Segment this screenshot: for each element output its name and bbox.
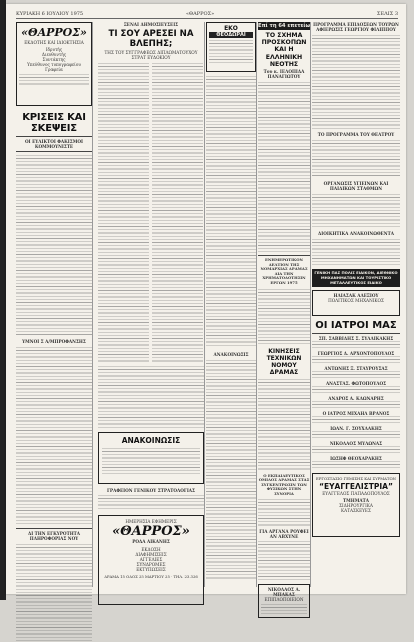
doctor-info bbox=[312, 356, 400, 364]
ad-line: ΑΓΓΕΛΙΕΣ bbox=[139, 557, 163, 562]
article-headline: ΤΟ ΣΧΗΜΑ ΠΡΟΣΚΟΠΩΝ ΚΑΙ Η ΕΛΛΗΝΙΚΗ ΝΕΟΤΗΣ bbox=[261, 32, 307, 68]
advert-box bbox=[258, 584, 310, 618]
doctor-info bbox=[312, 431, 400, 439]
advert-body bbox=[261, 604, 307, 614]
article-subtitle: ΣΤΡΑΤ ΕΥΔΟΚΙΟΥ bbox=[131, 55, 171, 60]
article-body bbox=[258, 499, 310, 527]
article-title: ΟΡΓΑΝΩΣΙΣ ΥΓΙΕΙΝΩΝ ΚΑΙ ΠΑΙΔΙΚΩΝ ΣΤΑΘΜΩΝ bbox=[323, 181, 389, 191]
masthead-line: Ιδρυτής bbox=[45, 47, 63, 52]
article-body bbox=[98, 63, 149, 363]
article-title: ΓΙΑ ΑΡΓΑΝΑ ΡΟΥΦΕΙ ΑΝ ΑΒΧΥΝΕ bbox=[259, 528, 309, 539]
advert-line: ΤΜΗΜΑΤΑ bbox=[343, 498, 369, 504]
ad-footer: ΔΡΑΜΑ 15 ΟΔΟΣ 25 ΜΑΡΤΙΟΥ 25 · ΤΗΛ. 23.326 bbox=[104, 574, 198, 579]
article-subtitle: ΤΗΣ ΤΟΥ ΣΥΓΓΡΑΦΕΩΣ ΔΙΠΛΩΜΑΤΟΥΧΟΥ bbox=[104, 50, 198, 55]
advert-kicker: ΕΡΓΟΣΤΑΣΙΟ ΓΕΜΙΣΗΣ ΚΑΙ ΣΥΡΜΑΤΩΝ bbox=[316, 476, 396, 482]
masthead-line: Διευθυντής bbox=[41, 52, 67, 57]
article-body bbox=[152, 63, 203, 363]
doctor-name: ΙΩΣΗΦ ΘΕΟΧΑΡΑΚΗΣ bbox=[330, 456, 382, 462]
newspaper-page bbox=[6, 4, 406, 602]
column-5 bbox=[312, 22, 400, 587]
doctor-name: ΑΝΤΩΝΗΣ Ξ. ΣΤΑΥΡΟΥΣΑΣ bbox=[324, 366, 388, 372]
masthead-line: Συντάκτης bbox=[42, 57, 66, 62]
article-kicker: ΞΕΝΑΙ ΔΗΜΟΣΙΕΥΣΕΙΣ bbox=[123, 22, 179, 27]
article-body bbox=[206, 360, 256, 580]
article-body bbox=[98, 366, 204, 428]
small-box-title: ΕΚΟ bbox=[224, 25, 238, 32]
ad-line: ΕΚΔΟΣΗ bbox=[141, 547, 161, 552]
advert-line: ΕΠΙΠΛΟΠΟΙΕΙΟΝ bbox=[264, 596, 304, 602]
newspaper-ad-box bbox=[98, 515, 204, 605]
column-3 bbox=[206, 22, 257, 587]
column-4 bbox=[258, 22, 311, 602]
masthead-logo: «ΘΑΡΡΟΣ» bbox=[21, 26, 87, 39]
article-title: ΔΙΟΙΚΗΤΙΚΑ ΑΝΑΚΟΙΝΩΘΕΝΤΑ bbox=[318, 231, 394, 236]
masthead-line: Γραφεία bbox=[45, 67, 63, 72]
article-body bbox=[258, 541, 310, 581]
article-body bbox=[258, 379, 310, 471]
column-2 bbox=[98, 22, 205, 587]
article-title: ΕΝΗΜΕΡΩΤΙΚΟΝ ΔΕΛΤΙΟΝ ΤΗΣ ΝΟΜΑΡΧΙΑΣ ΔΡΑΜΑΣ ΔΙΑ ΤΗΝ ΧΡΗΜΑΤΟΔΟΤΗΣΙΝ ΕΡΓΩΝ 1975 bbox=[260, 257, 308, 285]
article-body bbox=[312, 35, 400, 129]
header-title: «ΘΑΡΡΟΣ» bbox=[186, 11, 215, 17]
doctor-info bbox=[312, 461, 400, 469]
doctor-name: ΣΠ. ΣΑΒΒΙΔΗΣ Σ. ΣΥΛΛΙΚΑΚΗΣ bbox=[318, 336, 394, 342]
doctor-name: ΙΩΑΝ. Γ. ΣΟΥΧΛΑΚΗΣ bbox=[330, 426, 382, 432]
section-title: ΚΡΙΣΕΙΣ ΚΑΙ ΣΚΕΨΕΙΣ bbox=[22, 112, 86, 134]
announcements-body bbox=[102, 448, 200, 474]
masthead-subtitle: ΕΚΔΟΤΗΣ ΚΑΙ ΙΔΙΟΚΤΗΣΙΑ bbox=[24, 40, 84, 45]
header-page-number: ΣΕΛΙΣ 3 bbox=[376, 11, 398, 17]
advert-sub: ΕΥΑΓΓΕΛΟΣ ΠΑΠΑΔΟΠΟΥΛΟΣ bbox=[322, 491, 390, 497]
doctor-name: ΑΝΔΡΟΣ Α. ΚΛΩΝΑΡΗΣ bbox=[328, 396, 384, 402]
header-date: ΚΥΡΙΑΚΗ 6 ΙΟΥΛΙΟΥ 1975 bbox=[16, 11, 84, 17]
ad-subtitle: ΡΟΔΑ ΑΙΚΑΝΗΣ bbox=[132, 539, 170, 544]
article-headline: ΤΙ ΣΟΥ ΑΡΕΣΕΙ ΝΑ ΒΛΕΠΗΣ; bbox=[108, 29, 194, 49]
doctor-info bbox=[312, 371, 400, 379]
doctor-name: ΓΕΩΡΓΙΟΣ Δ. ΑΡΧΟΝΤΟΠΟΥΛΟΣ bbox=[317, 351, 395, 357]
announcements-box bbox=[98, 432, 204, 484]
doctor-info bbox=[312, 386, 400, 394]
article-title: ΟΙ ΕΥΛΙΚΤΟΙ ΦΑΚΙΣΜΟΙ ΚΟΜΜΟΥΝΙΣΤΕ bbox=[25, 139, 83, 149]
announcements-title: ΑΝΑΚΟΙΝΩΣΙΣ bbox=[121, 436, 181, 445]
announcements-text bbox=[98, 495, 204, 511]
article-headline: ΚΙΝΗΣΕΙΣ ΤΕΧΝΙΚΩΝ ΝΟΜΟΥ ΔΡΑΜΑΣ bbox=[266, 347, 302, 376]
article-title: ΔΙ ΤΗΝ ΕΓΚΥΡΟΤΗΤΑ ΠΛΗΡΟΦΟΡΙΑΣ ΝΟΥ bbox=[27, 531, 81, 541]
article-body bbox=[312, 239, 400, 265]
masthead-line: Υπεύθυνος τυπογραφείου bbox=[27, 62, 81, 67]
article-title: ΠΡΟΓΡΑΜΜΑ ΕΠΙΔΟΣΕΩΝ ΤΟΥΡΩΝ ΑΦΙΕΡΩΣΙΣ ΓΕΩΡΓΙΟΥ ΦΙΛΙΠΠΟΥ bbox=[313, 22, 399, 32]
article-body bbox=[258, 289, 310, 345]
doctor-info bbox=[312, 416, 400, 424]
article-body bbox=[16, 544, 92, 642]
small-box bbox=[206, 22, 256, 72]
advert-title: ΝΙΚΟΛΑΟΣ Α. ΜΠΑΚΑΣ bbox=[267, 586, 301, 597]
ad-logo: «ΘΑΡΡΟΣ» bbox=[112, 524, 190, 539]
doctor-info bbox=[312, 341, 400, 349]
article-body bbox=[312, 194, 400, 228]
article-body bbox=[16, 155, 92, 335]
section-title: ΟΙ ΙΑΤΡΟΙ ΜΑΣ bbox=[315, 320, 397, 332]
small-box-body bbox=[209, 40, 253, 64]
advert-name: ΗΛΙΑΣΑΚ ΑΛΕΞΙΟΥ bbox=[333, 293, 379, 299]
article-title: Ο ΕΚΠΑΙΔΕΥΤΙΚΟΣ ΟΜΙΛΟΣ ΔΡΑΜΑΣ ΣΤΑΣ ΣΥΓΚΕΝΤΡΩΣΙΝ ΤΩΝ ΦΥΣΙΚΩΝ ΣΤΗΝ ΣΥΝΟΡΙΑ bbox=[258, 472, 310, 496]
masthead-box bbox=[16, 22, 92, 106]
ad-kicker: ΗΜΕΡΗΣΙΑ ΕΦΗΜΕΡΙΣ bbox=[125, 519, 177, 524]
advert-line: ΣΙΔΗΡΟΥΡΓΙΚΑ bbox=[339, 503, 373, 509]
page-header bbox=[16, 10, 398, 19]
doctor-info bbox=[312, 446, 400, 454]
banner: ΓΕΝΙΚΗ ΠΑΣ ΠΟΛΙΣ ΕΙΔΙΚΟΝ, ΔΙΕΘΝΙΚΟ ΜΗΧΑΝΗΜΑΤΩΝ ΚΑΙ ΤΟΥΡΙΣΤΙΚΟ ΜΕΤΑΛΛΕΥΤΙΚΟΣ ΕΙΔΙΚΟ bbox=[312, 269, 400, 287]
article-kicker: Επί τη 64 επετείω bbox=[258, 23, 310, 29]
ad-line: ΔΙΑΦΗΜΙΣΕΙΣ bbox=[135, 552, 167, 557]
masthead-text-block bbox=[19, 74, 89, 86]
article-title: ΥΜΝΟΙ Σ Α/ΜΠΡΟΦΑΝΣΗΣ bbox=[22, 339, 86, 344]
doctor-name: ΝΙΚΟΛΑΟΣ ΜΥΛΩΝΑΣ bbox=[329, 441, 383, 447]
advert-line: ΚΑΤΑΣΚΕΥΕΣ bbox=[341, 508, 371, 514]
article-body bbox=[258, 82, 310, 252]
advert-box bbox=[312, 290, 400, 316]
advert-role: ΠΟΛΙΤΙΚΟΣ ΜΗΧΑΝΙΚΟΣ bbox=[328, 298, 384, 304]
advert-box bbox=[312, 473, 400, 537]
article-body bbox=[16, 347, 92, 525]
ad-line: ΣΥΝΔΡΟΜΕΣ bbox=[136, 562, 166, 567]
article-title: ΤΟ ΠΡΟΓΡΑΜΜΑ ΤΟΥ ΘΕΑΤΡΟΥ bbox=[317, 132, 395, 137]
small-box-subtitle: ΘΕΟΔΩΡΑΙ bbox=[209, 32, 253, 38]
doctor-name: Ο ΙΑΤΡΟΣ ΜΙΧΑΗΛ ΒΡΑΝΟΣ bbox=[322, 411, 390, 417]
doctor-name: ΑΝΑΣΤΑΣ. ΦΩΤΟΠΟΥΛΟΣ bbox=[325, 381, 387, 387]
article-byline: Του κ. ΙΕΛΟΠΙΔΑ ΠΑΝΑΓΙΩΤΟΥ bbox=[263, 69, 305, 80]
advert-title: “ΕΥΑΓΓΕΛΙΣΤΡΙΑ” bbox=[319, 482, 393, 492]
column-1 bbox=[16, 22, 93, 587]
article-body bbox=[312, 140, 400, 178]
doctor-info bbox=[312, 401, 400, 409]
announcements-org: ΓΡΑΦΕΙΟΝ ΓΕΝΙΚΟΥ ΣΤΡΑΤΟΛΟΓΙΑΣ bbox=[106, 488, 196, 493]
article-body bbox=[206, 76, 256, 346]
announcement-title: ΑΝΑΚΟΙΝΩΣΙΣ bbox=[213, 352, 249, 357]
ad-line: ΕΚΤΥΠΩΣΕΙΣ bbox=[136, 567, 166, 572]
